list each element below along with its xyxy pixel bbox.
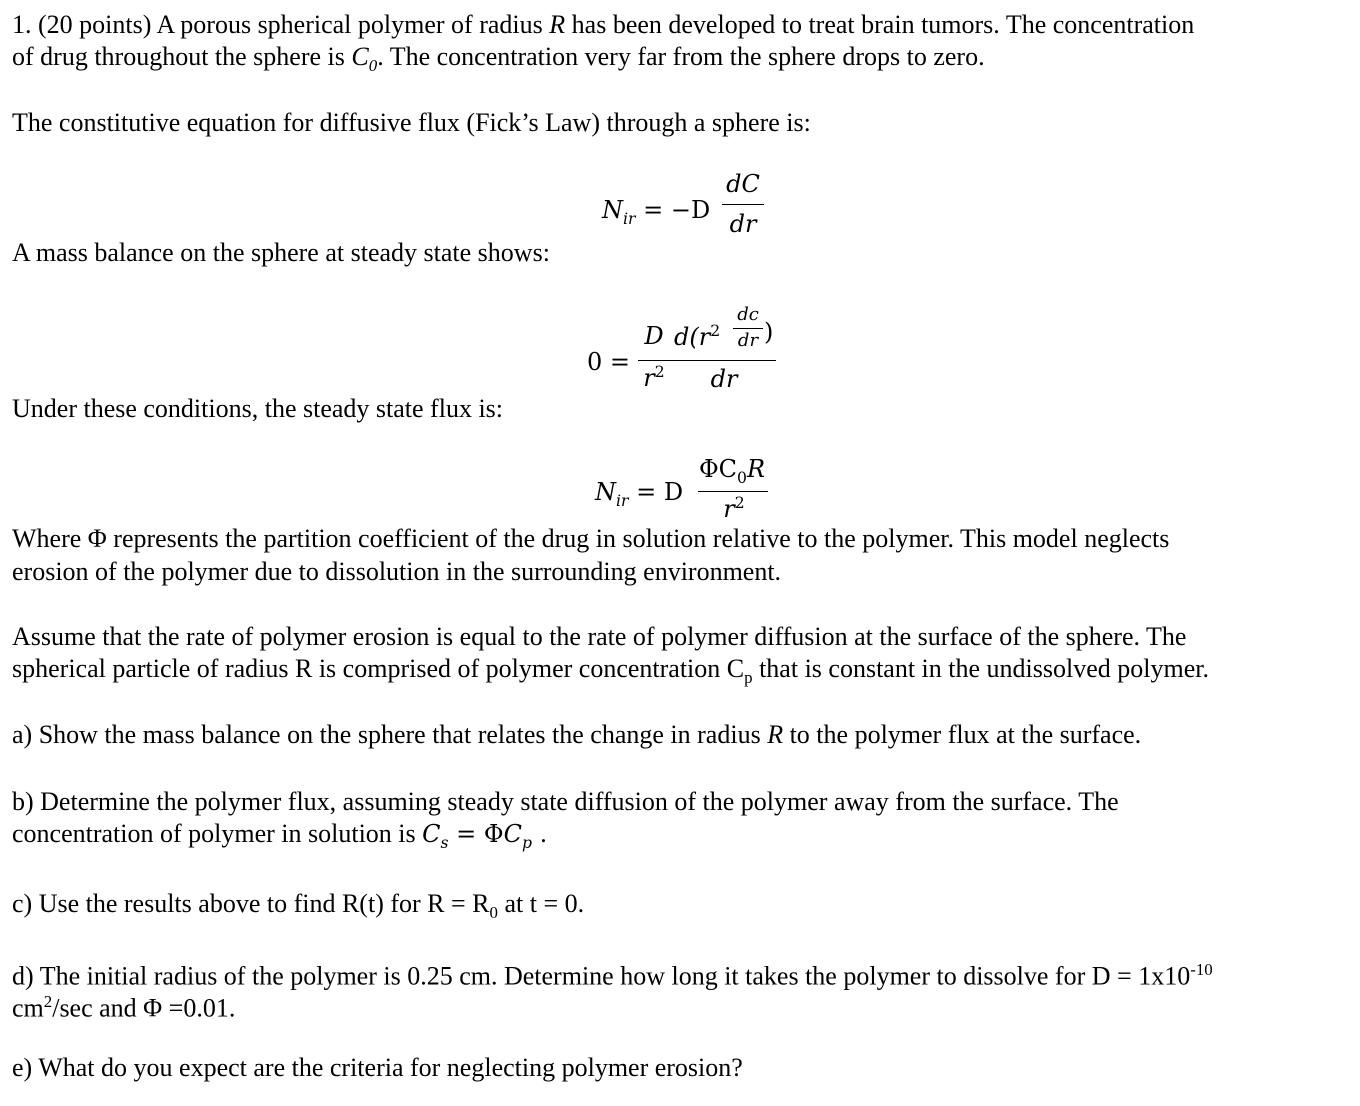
where-line-1: Where Φ represents the partition coefficient of the drug in solution relative to the polymer. This model neglects	[12, 524, 1170, 553]
fraction-bar	[672, 360, 776, 361]
flux-denominator: $r^2$	[723, 494, 745, 523]
question-c: c) Use the results above to find R(t) for $R = R_0$ at t = 0.	[12, 889, 585, 923]
fick-numerator: dC	[726, 170, 760, 198]
intro-text: of drug throughout the sphere is	[12, 42, 352, 71]
question-a: a) Show the mass balance on the sphere that relates the change in radius R to the polymer flux at the surface.	[12, 720, 1142, 749]
balance-denominator: dr	[710, 365, 738, 393]
flux-lhs: $N_{ir} = D$	[595, 478, 684, 510]
fraction-bar	[722, 204, 764, 205]
balance-coef-num: D	[644, 322, 664, 350]
flux-intro-text: Under these conditions, the steady state flux is:	[12, 394, 504, 423]
problem-intro-line-1	[12, 10, 1194, 40]
constitutive-text: The constitutive equation for diffusive flux (Fick’s Law) through a sphere is:	[12, 108, 811, 137]
balance-close-paren: )	[764, 318, 774, 346]
balance-inner-den: dr	[737, 330, 759, 351]
balance-numerator: $d(r^2$	[674, 322, 721, 351]
concentration-symbol: C	[351, 42, 369, 71]
question-e: e) What do you expect are the criteria for neglecting polymer erosion?	[12, 1053, 743, 1082]
balance-inner-num: dc	[737, 304, 759, 325]
fick-lhs: $N_{ir} = -D$	[602, 196, 711, 228]
fraction-bar	[638, 360, 672, 361]
question-d-line-1: d) The initial radius of the polymer is 0.25 cm. Determine how long it takes the polymer to dissolve for $D = 1x10^{-10}$	[12, 960, 1213, 991]
fraction-bar	[733, 328, 763, 329]
mass-balance-text: A mass balance on the sphere at steady state shows:	[12, 238, 550, 267]
intro-text: . The concentration very far from the sphere drops to zero.	[377, 42, 985, 71]
balance-lhs: 0 =	[587, 348, 631, 376]
assume-line-2: spherical particle of radius R is comprised of polymer concentration $C_p$ that is constant in the undissolved polymer.	[12, 654, 1209, 688]
question-d-line-2: $cm^2/\sec$ and Φ =0.01.	[12, 992, 236, 1023]
flux-numerator: $\Phi C_0R$	[698, 455, 766, 487]
balance-coef-den: $r^2$	[643, 363, 665, 392]
problem-intro-line-2	[12, 42, 985, 81]
intro-text: 1. (20 points) A porous spherical polymer of radius	[12, 10, 550, 39]
fick-denominator: dr	[729, 210, 757, 238]
intro-text: has been developed to treat brain tumors. The concentration	[565, 10, 1195, 39]
question-b-line-1: b) Determine the polymer flux, assuming steady state diffusion of the polymer away from the surface. The	[12, 787, 1119, 816]
fraction-bar	[698, 491, 768, 492]
concentration-subscript: 0	[368, 56, 378, 76]
where-line-2: erosion of the polymer due to dissolution in the surrounding environment.	[12, 557, 782, 586]
assume-line-1: Assume that the rate of polymer erosion is equal to the rate of polymer diffusion at the surface of the sphere. The	[12, 622, 1187, 651]
question-b-line-2: concentration of polymer in solution is $C_s = \Phi C_p$ .	[12, 819, 548, 852]
radius-symbol: R	[549, 10, 566, 39]
